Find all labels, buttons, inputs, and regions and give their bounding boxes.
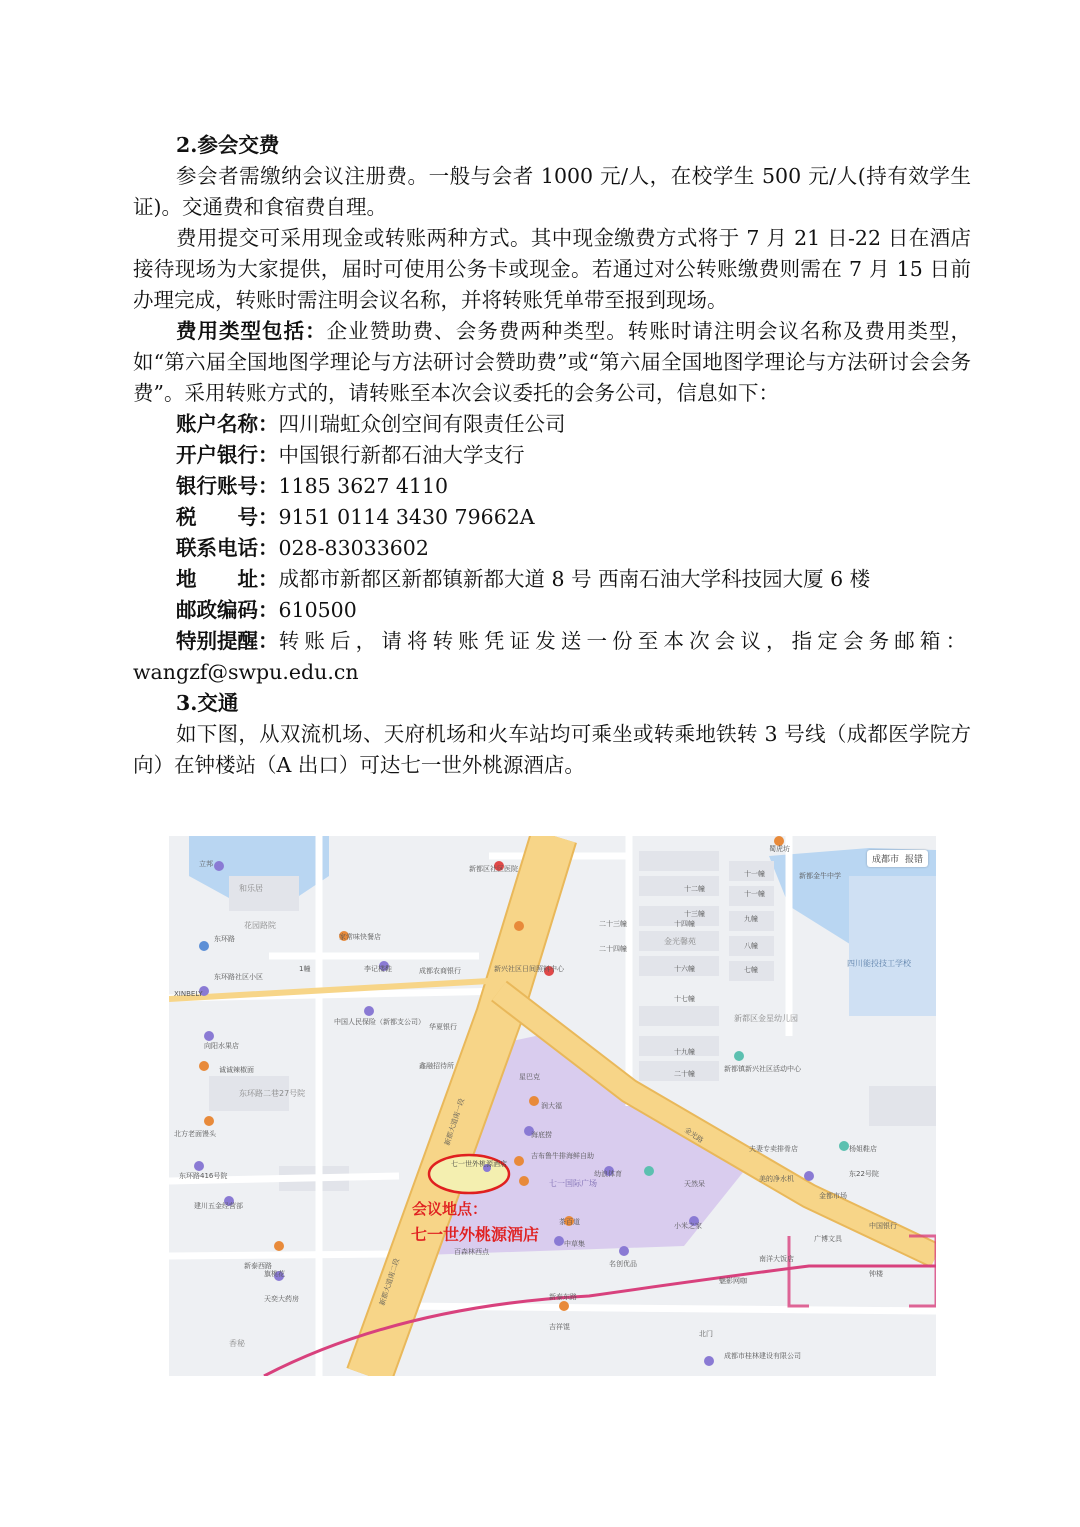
map-label: 成都市桂林建设有限公司 (724, 1352, 801, 1360)
map-label: 夫妻专卖排骨店 (749, 1145, 798, 1153)
map-label: 金都市场 (819, 1192, 847, 1200)
map-label: 中国银行 (869, 1222, 897, 1230)
report-button[interactable]: 报错 (904, 855, 923, 865)
map-label: 星巴克 (519, 1073, 540, 1081)
address-label: 地 址： (176, 567, 279, 591)
map-label: 新泰东路 (549, 1293, 577, 1301)
map-label: 新泰西路 (244, 1262, 272, 1270)
map-label: 幼浪体育 (594, 1170, 622, 1178)
map-label: 九幢 (744, 915, 758, 923)
map-label: 杨姐鞋店 (849, 1145, 877, 1153)
account-number-value: 1185 3627 4110 (278, 474, 449, 498)
map-label: 南洋大饭店 (759, 1255, 794, 1263)
map-label: 成都农商银行 (419, 967, 461, 975)
map-label: 向阳水果店 (204, 1042, 239, 1050)
map-label: 蜀虎坊 (769, 845, 790, 853)
map-label: 十七幢 (674, 995, 695, 1003)
callout-label: 会议地点： (412, 1200, 488, 1218)
map-label: 吉祥馄 (549, 1323, 570, 1331)
phone-label: 联系电话： (176, 536, 279, 560)
transport-paragraph: 如下图，从双流机场、天府机场和火车站均可乘坐或转乘地铁转 3 号线（成都医学院方向）在钟楼站（A 出口）可达七一世外桃源酒店。 (133, 722, 971, 777)
account-number-label: 银行账号： (176, 474, 279, 498)
fee-types-text: 企业赞助费、会务费两种类型。转账时请注明会议名称及费用类型，如“第六届全国地图学理论与方法研讨会赞助费”或“第六届全国地图学理论与方法研讨会会务费”。采用转账方式的，请转账至本次会议委托的会务公司，信息如下： (133, 319, 972, 405)
address-row (133, 564, 971, 595)
map-label: 魅影网咖 (719, 1277, 747, 1285)
map-label: 中草集 (564, 1240, 585, 1248)
map-label: 东22号院 (849, 1170, 879, 1178)
map-label: 新都大道南二段 (378, 1257, 402, 1307)
phone-row (133, 533, 971, 564)
tax-number-row (133, 502, 971, 533)
map-label: 海底捞 (531, 1131, 552, 1139)
map-label: 十一幢 (744, 870, 765, 878)
account-name-row (133, 409, 971, 440)
map-label: 天奕大药房 (264, 1295, 299, 1303)
map-label: 新兴社区日间照料中心 (494, 965, 564, 973)
map-label: 香秘 (229, 1339, 245, 1348)
tax-number-label: 税 号： (176, 505, 279, 529)
map-label: 百森林西点 (454, 1248, 489, 1256)
map-label: 金光路 (682, 1126, 705, 1145)
map-label: 旗桃花 (264, 1270, 285, 1278)
map-label: 名创优品 (609, 1260, 637, 1268)
address-value: 成都市新都区新都镇新都大道 8 号 西南石油大学科技园大厦 6 楼 (278, 567, 871, 591)
fee-types-label: 费用类型包括： (176, 319, 327, 343)
map-label: 新都区金星幼儿园 (734, 1014, 798, 1023)
fees-paragraph-2: 费用提交可采用现金或转账两种方式。其中现金缴费方式将于 7 月 21 日-22 日在酒店接待现场为大家提供，届时可使用公务卡或现金。若通过对公转账缴费则需在 7 月 15 日前办理完成，转账时需注明会议名称，并将转账凭单带至报到现场。 (133, 226, 971, 312)
callout-hotel-name: 七一世外桃源酒店 (411, 1225, 540, 1244)
postcode-row (133, 595, 971, 626)
map-label: 金光馨苑 (664, 937, 696, 946)
map-label: 小米之家 (674, 1222, 702, 1230)
map-label: 八幢 (744, 942, 758, 950)
postcode-value: 610500 (278, 598, 357, 622)
map-label: 新都镇新兴社区活动中心 (724, 1065, 801, 1073)
map-label: 天然呆 (684, 1180, 705, 1188)
hotel-map-label: 七一世外桃源酒店 (451, 1160, 507, 1168)
map-label: 广博文具 (814, 1235, 842, 1243)
map-label: 中国人民保险（新都支公司） (334, 1018, 425, 1026)
fee-types-paragraph (133, 316, 971, 409)
map-label: 十一幢 (744, 890, 765, 898)
map-label: 鑫融招待所 (419, 1062, 454, 1070)
map-label: 美的净水机 (759, 1175, 794, 1183)
map-canvas (169, 836, 936, 1376)
map-label: 东环路416号院 (179, 1172, 228, 1180)
map-label: 茶百道 (559, 1218, 580, 1226)
map-label: 和乐居 (239, 884, 263, 893)
tax-number-value: 9151 0114 3430 79662A (278, 505, 535, 529)
map-label: 建川五金经营部 (194, 1202, 243, 1210)
map-controls[interactable] (867, 850, 928, 867)
section-heading-fees: 2.参会交费 (176, 133, 280, 157)
map-label: 东环路社区小区 (214, 973, 263, 981)
map-label: XINBELY (174, 990, 203, 998)
map-label: 新都金牛中学 (799, 872, 841, 880)
phone-value: 028-83033602 (278, 536, 429, 560)
map-label: 立邦 (199, 860, 213, 868)
map-label: 钟楼 (869, 1270, 883, 1278)
reminder-row (133, 626, 971, 657)
map-label: 新都大道南一段 (443, 1097, 467, 1147)
account-name-label: 账户名称： (176, 412, 279, 436)
bank-value: 中国银行新都石油大学支行 (278, 443, 525, 467)
email-line: wangzf@swpu.edu.cn (133, 660, 359, 684)
map-label: 七幢 (744, 966, 758, 974)
map-label: 十二幢 (684, 885, 705, 893)
map-label: 诚诚辣椒面 (219, 1066, 254, 1074)
map-label: 二十幢 (674, 1070, 695, 1078)
map-label: 二十四幢 (599, 945, 627, 953)
map-label: 十四幢 (674, 920, 695, 928)
map-label: 1幢 (299, 965, 311, 973)
map-label: 十九幢 (674, 1048, 695, 1056)
reminder-label: 特别提醒： (176, 629, 279, 653)
map-label: 华夏银行 (429, 1023, 457, 1031)
map-label: 家常味快餐店 (339, 933, 381, 941)
postcode-label: 邮政编码： (176, 598, 279, 622)
map-label: 花园路院 (244, 921, 276, 930)
account-number-row (133, 471, 971, 502)
map-label: 十三幢 (684, 910, 705, 918)
map-label: 新都区社区医院 (469, 865, 518, 873)
section-heading-transport: 3.交通 (176, 691, 239, 715)
map-label: 吉布鲁牛排海鲜自助 (531, 1152, 594, 1160)
reminder-value: 转账后，请将转账凭证发送一份至本次会议，指定会务邮箱： (278, 629, 971, 653)
map-label: 四川能投技工学校 (847, 959, 911, 968)
map-label: 润大福 (541, 1102, 562, 1110)
bank-label: 开户银行： (176, 443, 279, 467)
map-label: 十六幢 (674, 965, 695, 973)
map-label: 东环路 (214, 935, 235, 943)
bank-row (133, 440, 971, 471)
document-body (133, 130, 971, 781)
map-label: 李记楼鞋 (364, 965, 392, 973)
location-map[interactable] (169, 836, 936, 1376)
map-label: 东环路二巷27号院 (239, 1089, 306, 1098)
account-name-value: 四川瑞虹众创空间有限责任公司 (278, 412, 566, 436)
map-label: 北门 (699, 1330, 713, 1338)
city-selector[interactable]: 成都市 (871, 855, 899, 865)
plaza-label: 七一国际广场 (549, 1179, 597, 1188)
map-label: 二十三幢 (599, 920, 627, 928)
fees-paragraph-1: 参会者需缴纳会议注册费。一般与会者 1000 元/人，在校学生 500 元/人(持有效学生证)。交通费和食宿费自理。 (133, 164, 971, 219)
map-label: 北方老面馒头 (174, 1130, 216, 1138)
